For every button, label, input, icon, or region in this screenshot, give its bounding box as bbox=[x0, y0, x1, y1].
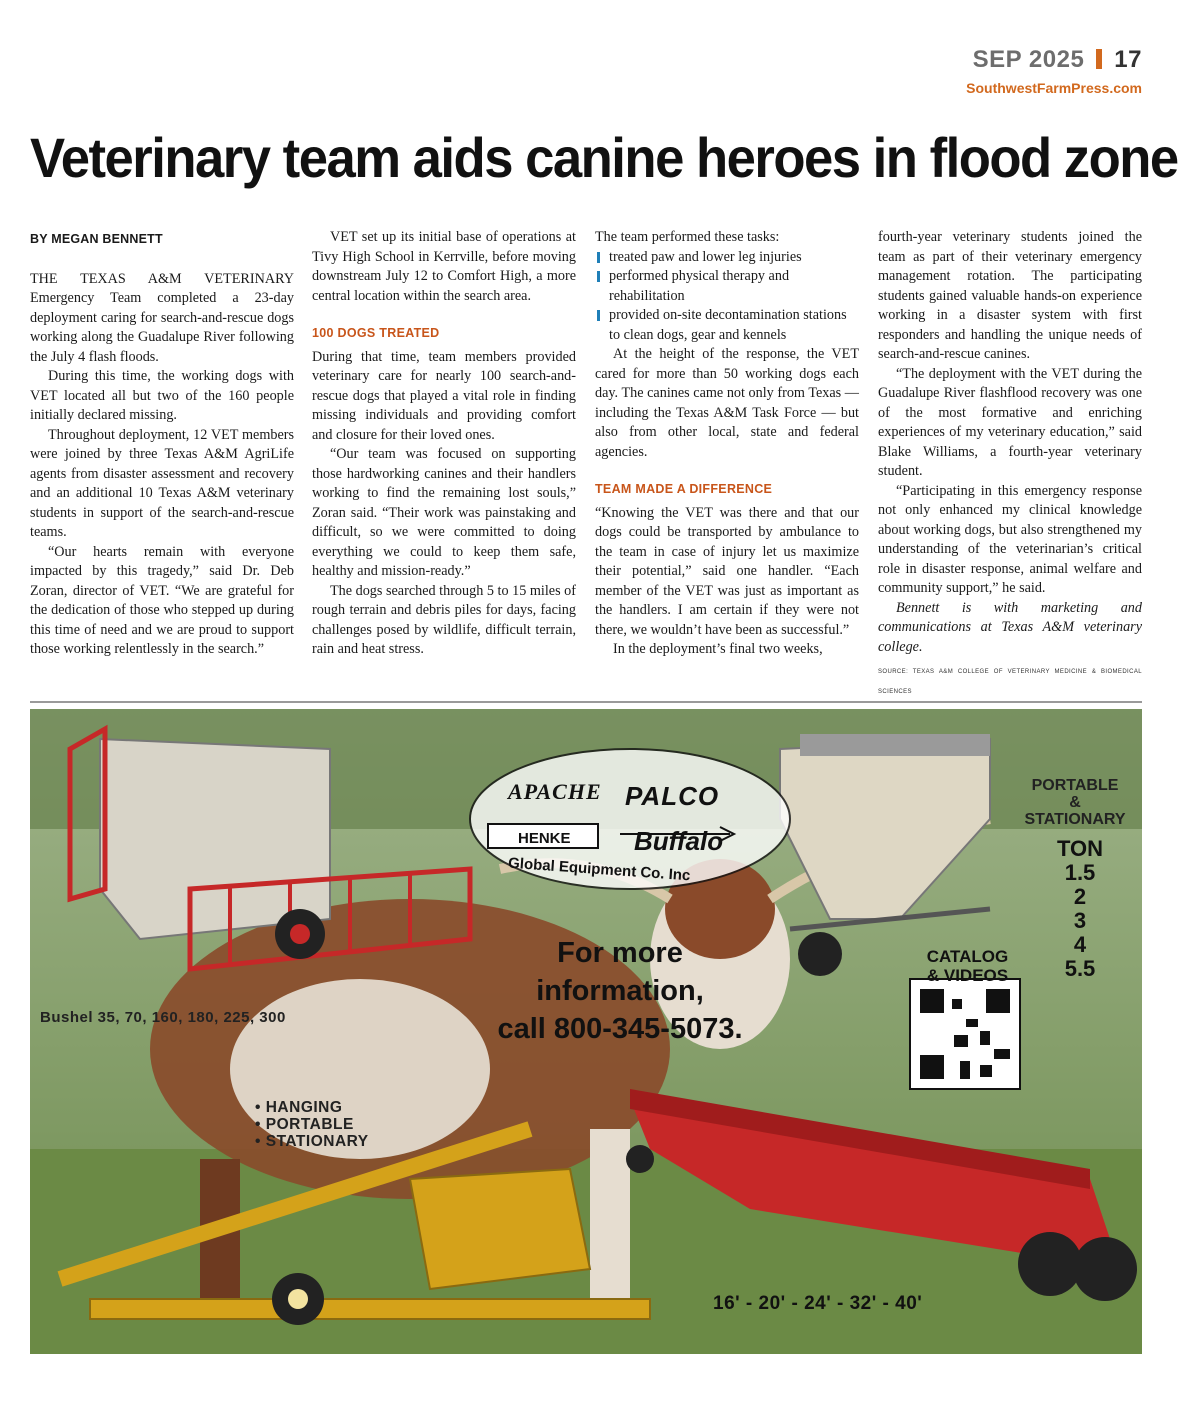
list-item: performed physical therapy and rehabilitation bbox=[595, 267, 859, 306]
column-3 bbox=[595, 228, 859, 660]
headline: Veterinary team aids canine heroes in flood zone bbox=[30, 126, 1178, 189]
ton-value: 4 bbox=[1073, 932, 1087, 957]
list-item: • HANGING bbox=[255, 1099, 343, 1116]
ton-label: TON bbox=[1056, 836, 1104, 861]
page-header bbox=[966, 46, 1142, 96]
advertisement[interactable] bbox=[30, 709, 1142, 1354]
paragraph: During that time, team members provided veterinary care for nearly 100 search-and-rescue dogs that played a vital role in finding missing individuals and providing comfort and closure for their loved ones. bbox=[312, 348, 576, 443]
info-line: For more bbox=[557, 937, 683, 969]
ton-sizes bbox=[1040, 837, 1120, 981]
subhead-team-difference: TEAM MADE A DIFFERENCE bbox=[595, 482, 773, 496]
author-signoff: Bennett is with marketing and communications at Texas A&M veterinary college. bbox=[878, 599, 1142, 655]
paragraph: At the height of the response, the VET cared for more than 50 working dogs each day. The canines came not only from Texas — including the Texas A&M Task Force — but also from other local, state and federal agencies. bbox=[595, 346, 859, 460]
company-name: Global Equipment Co. Inc bbox=[507, 854, 691, 885]
paragraph: “Knowing the VET was there and that our dogs could be transported by ambulance to the team in case of injury let us maximize their potential,” said one handler. “Each member of the VET was just as important as the handlers. I am certain if they were not there, we wouldn’t have been as successful.” bbox=[595, 504, 859, 638]
list-item: treated paw and lower leg injuries bbox=[595, 248, 859, 268]
ton-value: 3 bbox=[1073, 908, 1087, 933]
catalog-videos[interactable] bbox=[910, 947, 1025, 985]
paragraph: “Our hearts remain with everyone impacted by this tragedy,” said Dr. Deb Zoran, director of VET. “We are grateful for the dedication of those who stepped up during this time of need and we are proud to support those working relentlessly in the search.” bbox=[30, 543, 294, 657]
mount-types bbox=[255, 1099, 369, 1150]
paragraph: The team performed these tasks: bbox=[595, 229, 780, 245]
site-url[interactable]: SouthwestFarmPress.com bbox=[966, 80, 1142, 96]
palco-logo: PALCO bbox=[625, 781, 720, 811]
paragraph: fourth-year veterinary students joined the team as part of their veterinary emergency management rotation. The participating students gained valuable hands-on experience working in a disaster system with first responders and handling the unique needs of search-and-rescue canines. bbox=[878, 229, 1142, 362]
paragraph: “Participating in this emergency response not only enhanced my clinical knowledge about working dogs, but also strengthened my understanding of the veterinarian’s critical role in disaster response, animal welfare and community support,” he said. bbox=[878, 482, 1142, 596]
paragraph: The dogs searched through 5 to 15 miles of rough terrain and debris piles for days, facing challenges posed by wildlife, difficult terrain, rain and heat stress. bbox=[312, 582, 576, 657]
catalog-line: & VIDEOS bbox=[926, 966, 1009, 985]
list-item: provided on-site decontamination stations to clean dogs, gear and kennels bbox=[595, 306, 859, 345]
source-credit: SOURCE: TEXAS A&M COLLEGE OF VETERINARY MEDICINE & BIOMEDICAL SCIENCES bbox=[878, 669, 1142, 695]
paragraph: THE TEXAS A&M VETERINARY Emergency Team completed a 23-day deployment caring for search-and-rescue dogs working along the Guadalupe River following the July 4 flash floods. bbox=[30, 270, 294, 365]
henke-logo: HENKE bbox=[518, 830, 571, 847]
column-1 bbox=[30, 228, 294, 660]
byline: BY MEGAN BENNETT bbox=[30, 232, 163, 246]
ton-value: 1.5 bbox=[1064, 860, 1096, 885]
qr-code-icon bbox=[910, 979, 1020, 1089]
divider-bar bbox=[1096, 49, 1102, 69]
buffalo-logo: Buffalo bbox=[634, 826, 724, 856]
info-line: information, bbox=[536, 975, 704, 1007]
paragraph: During this time, the working dogs with VET located all but two of the 160 people initially declared missing. bbox=[30, 368, 294, 423]
portable-line: STATIONARY bbox=[1024, 811, 1126, 828]
ton-value: 5.5 bbox=[1064, 956, 1096, 981]
ton-value: 2 bbox=[1073, 884, 1087, 909]
column-2 bbox=[312, 228, 576, 660]
subhead-dogs-treated: 100 DOGS TREATED bbox=[312, 326, 440, 340]
paragraph: “The deployment with the VET during the Guadalupe River flashflood recovery was one of the most formative and enriching experiences of my veterinary education,” said Blake Williams, a fourth-year veterinary student. bbox=[878, 365, 1142, 479]
task-list bbox=[595, 248, 859, 346]
paragraph: “Our team was focused on supporting those hardworking canines and their handlers working to find the remaining lost souls,” Zoran said. “Their work was painstaking and difficult, so we were committed to doing everything we could to keep them safe, healthy and mission-ready.” bbox=[312, 446, 576, 579]
list-item: • STATIONARY bbox=[255, 1133, 369, 1150]
bushel-sizes: Bushel 35, 70, 160, 180, 225, 300 bbox=[40, 1009, 286, 1026]
portable-stationary bbox=[995, 777, 1142, 828]
issue-date: SEP 2025 bbox=[972, 46, 1085, 73]
column-4 bbox=[878, 228, 1142, 702]
paragraph: Throughout deployment, 12 VET members were joined by three Texas A&M AgriLife agents from disaster assessment and recovery and an additional 10 Texas A&M veterinary students in support of the search-and-rescue teams. bbox=[30, 426, 294, 540]
portable-line: PORTABLE bbox=[1031, 777, 1119, 794]
portable-line: & bbox=[1069, 794, 1081, 811]
list-item: • PORTABLE bbox=[255, 1116, 354, 1133]
article-body bbox=[30, 228, 1142, 695]
page-number: 17 bbox=[1114, 46, 1142, 73]
apache-logo: APACHE bbox=[508, 779, 602, 804]
feeder-lengths: 16' - 20' - 24' - 32' - 40' bbox=[713, 1293, 923, 1314]
section-divider bbox=[30, 701, 1142, 703]
catalog-line: CATALOG bbox=[926, 947, 1009, 966]
paragraph: In the deployment’s final two weeks, bbox=[613, 641, 823, 657]
paragraph: VET set up its initial base of operations at Tivy High School in Kerrville, before moving downstream July 12 to Comfort High, a more central location within the search area. bbox=[312, 229, 576, 304]
contact-info[interactable] bbox=[450, 934, 790, 1048]
issue-line bbox=[966, 46, 1142, 74]
phone-line[interactable]: call 800-345-5073. bbox=[497, 1013, 743, 1045]
